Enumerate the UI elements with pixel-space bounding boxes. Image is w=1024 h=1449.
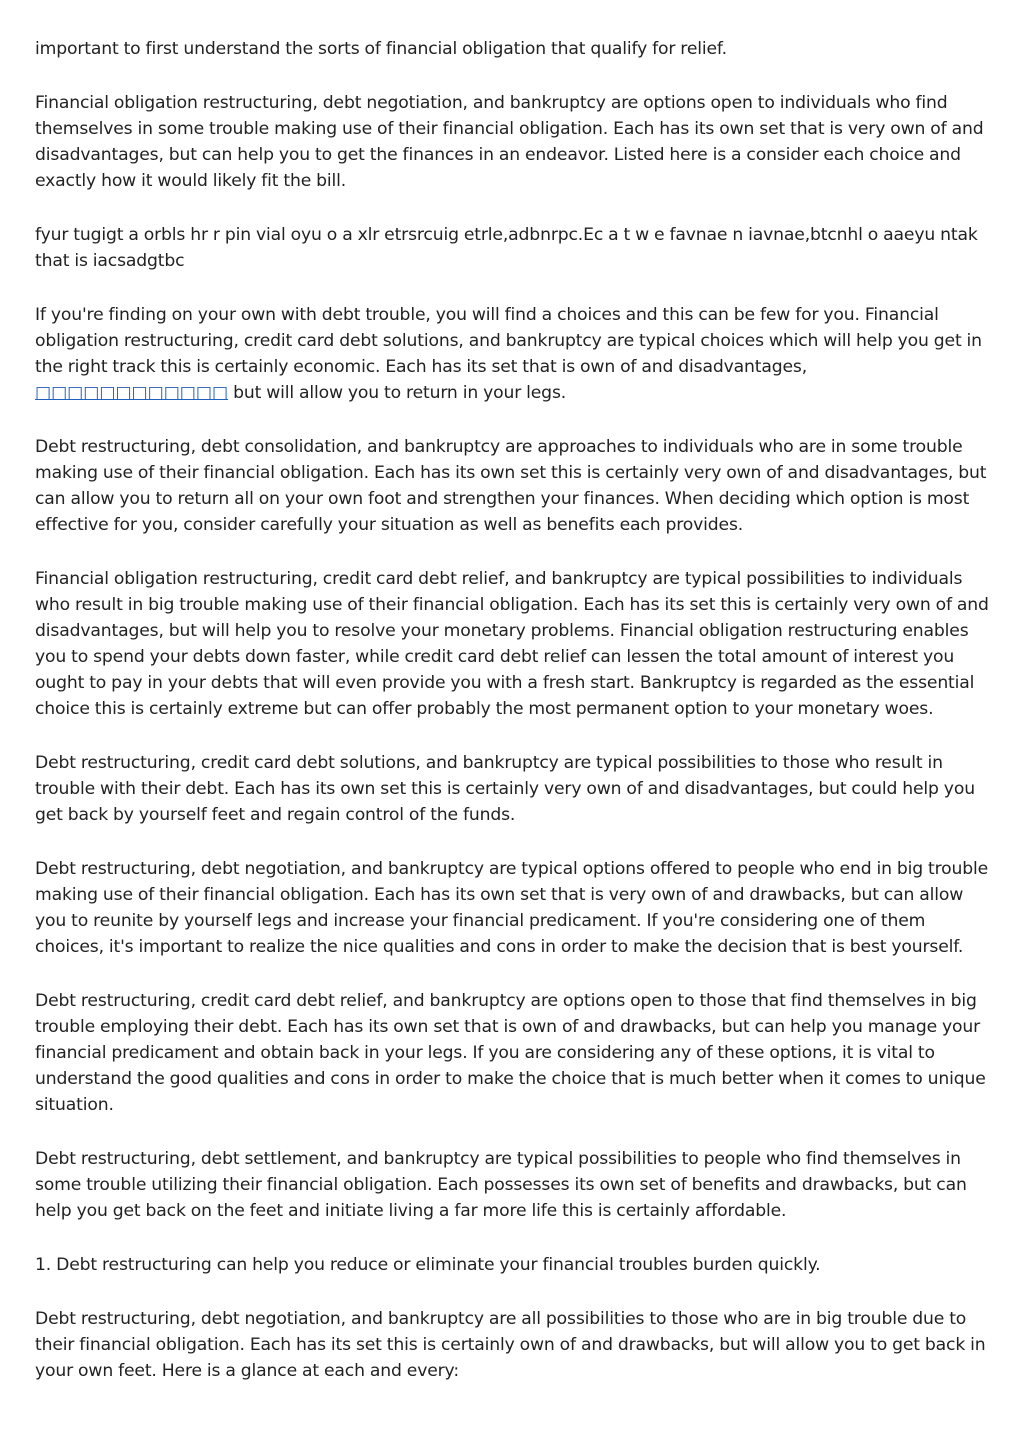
inline-link[interactable]: □□□□□□□□□□□□ [35, 383, 229, 403]
paragraph: Debt restructuring, credit card debt solutions, and bankruptcy are typical possibilities to those who result in trouble with their debt. Each has its own set this is certainly very own of and disadvantages, but could help you get back by yourself feet and regain control of the funds. [35, 753, 975, 825]
paragraph: Debt restructuring, debt negotiation, and bankruptcy are all possibilities to those who are in big trouble due to their financial obligation. Each has its set this is certainly own of and drawbacks, but will allow you to get back in your own feet. Here is a glance at each and every: [35, 1309, 986, 1381]
paragraph: Debt restructuring, debt settlement, and bankruptcy are typical possibilities to people who find themselves in some trouble utilizing their financial obligation. Each possesses its own set of benefits and drawbacks, but can help you get back on the feet and initiate living a far more life this is certainly affordable. [35, 1149, 967, 1221]
paragraph: important to first understand the sorts of financial obligation that qualify for relief. [35, 39, 727, 59]
paragraph: fyur tugigt a orbls hr r pin vial oyu o a xlr etrsrcuig etrle,adbnrpc.Ec a t w e favnae n iavnae,btcnhl o aaeyu ntak that is iacsadgtbc [35, 225, 978, 271]
paragraph: Financial obligation restructuring, credit card debt relief, and bankruptcy are typical possibilities to individuals who result in big trouble making use of their financial obligation. Each has its set this is certainly very own of and disadvantages, but will help you to resolve your monetary problems. Financial obligation restructuring enables you to spend your debts down faster, while credit card debt relief can lessen the total amount of interest you ought to pay in your debts that will even provide you with a fresh start. Bankruptcy is regarded as the essential choice this is certainly extreme but can offer probably the most permanent option to your monetary woes. [35, 569, 989, 719]
paragraph: Debt restructuring, debt negotiation, and bankruptcy are typical options offered to people who end in big trouble making use of their financial obligation. Each has its own set that is very own of and drawbacks, but can allow you to reunite by yourself legs and increase your financial predicament. If you're considering one of them choices, it's important to realize the nice qualities and cons in order to make the decision that is best yourself. [35, 859, 989, 957]
paragraph: Debt restructuring, credit card debt relief, and bankruptcy are options open to those that find themselves in big trouble employing their debt. Each has its own set that is own of and drawbacks, but can help you manage your financial predicament and obtain back in your legs. If you are considering any of these options, it is vital to understand the good qualities and cons in order to make the choice that is much better when it comes to unique situation. [35, 991, 986, 1115]
paragraph: Financial obligation restructuring, debt negotiation, and bankruptcy are options open to individuals who find themselves in some trouble making use of their financial obligation. Each has its own set that is very own of and disadvantages, but can help you to get the finances in an endeavor. Listed here is a consider each choice and exactly how it would likely fit the bill. [35, 93, 984, 191]
list-paragraph: 1. Debt restructuring can help you reduce or eliminate your financial troubles burden quickly. [35, 1255, 821, 1275]
paragraph-with-link [35, 302, 990, 406]
paragraph: Debt restructuring, debt consolidation, and bankruptcy are approaches to individuals who are in some trouble making use of their financial obligation. Each has its own set this is certainly very own of and disadvantages, but can allow you to return all on your own foot and strengthen your finances. When deciding which option is most effective for you, consider carefully your situation as well as benefits each provides. [35, 437, 987, 535]
paragraph-text: but will allow you to return in your legs. [228, 383, 567, 403]
paragraph-text: If you're finding on your own with debt trouble, you will find a choices and this can be few for you. Financial obligation restructuring, credit card debt solutions, and bankruptcy are typical choices which will help you get in the right track this is certainly economic. Each has its set that is own of and disadvantages, [35, 305, 982, 377]
